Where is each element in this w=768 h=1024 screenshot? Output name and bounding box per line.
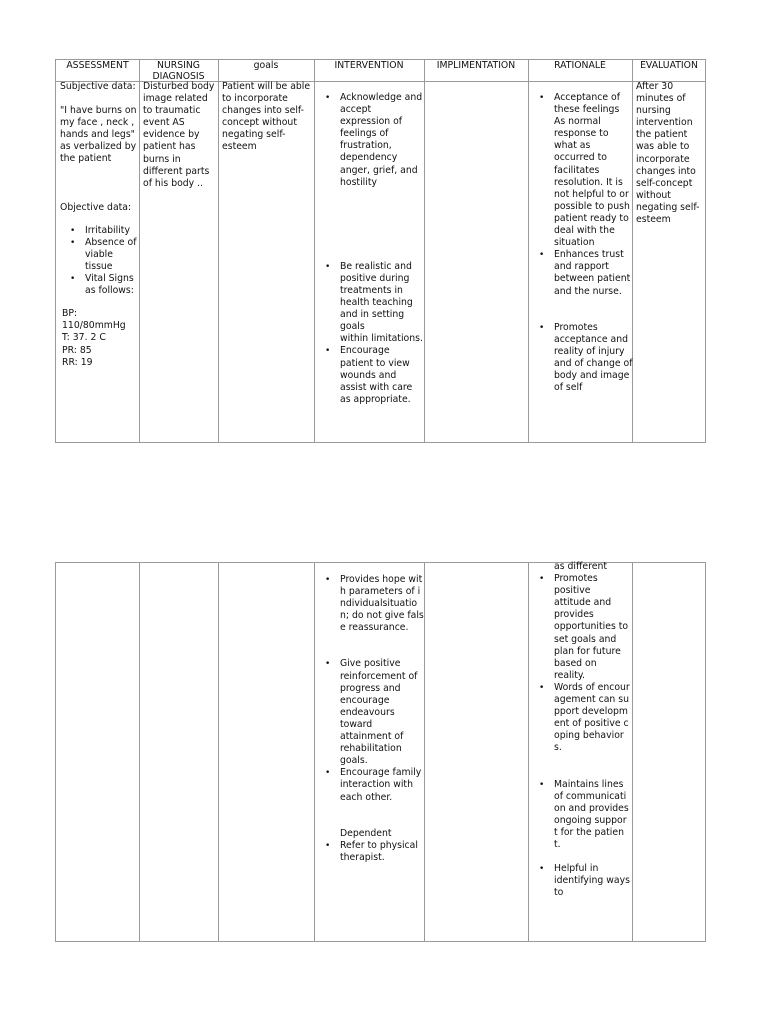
list-item: • Refer to physical therapist. xyxy=(318,840,424,864)
list-item: • Helpful in identifying ways to xyxy=(532,863,630,899)
column-divider xyxy=(632,563,633,941)
column-divider xyxy=(528,563,529,941)
rationale-cell xyxy=(532,561,630,899)
header-nursing-diagnosis: NURSING DIAGNOSIS xyxy=(152,60,205,82)
evaluation-cell: After 30 minutes of nursing intervention the patient was able to incorporate changes into self-concept without negating self-esteem xyxy=(636,81,700,226)
column-divider xyxy=(139,60,140,442)
goals-cell: Patient will be able to incorporate changes into self-concept without negating self-esteem xyxy=(222,81,311,153)
rationale-cell xyxy=(532,92,633,394)
subjective-text: "I have burns on my face , neck , hands and legs" as verbalized by the patient xyxy=(60,105,137,165)
nursing-diagnosis-cell: Disturbed body image related to traumatic event AS evidence by patient has burns in different parts of his body .. xyxy=(143,81,215,189)
list-item: • Acceptance of these feelings As normal response to what as occurred to facilitates resolution. It is not helpful to or possible to push patient ready to deal with the situation xyxy=(532,92,633,249)
rationale-continued: as different xyxy=(554,561,607,572)
dependent-list xyxy=(318,840,424,864)
intervention-list xyxy=(318,574,424,804)
column-divider xyxy=(218,60,219,442)
column-divider xyxy=(314,563,315,941)
column-divider xyxy=(314,60,315,442)
header-rationale: RATIONALE xyxy=(554,60,606,71)
header-intervention: INTERVENTION xyxy=(334,60,404,71)
list-item: • Promotes acceptance and reality of injury and of change of body and image of self xyxy=(532,322,633,395)
header-goals: goals xyxy=(253,60,279,71)
subjective-label: Subjective data: xyxy=(60,81,136,92)
objective-list xyxy=(63,225,138,298)
header-assessment: ASSESSMENT xyxy=(66,60,129,71)
list-item: • Provides hope with parameters of individualsituation; do not give false reassurance. xyxy=(318,574,424,634)
list-item: • Absence of viable tissue xyxy=(63,237,138,273)
rationale-list xyxy=(532,92,633,394)
column-divider xyxy=(218,563,219,941)
rationale-list xyxy=(532,573,630,899)
column-divider xyxy=(528,60,529,442)
list-item: • Vital Signs as follows: xyxy=(63,273,138,297)
list-item: • Be realistic and positive during treatments in health teaching and in setting goals within limitations. xyxy=(318,261,424,346)
intervention-cell xyxy=(318,574,424,864)
column-divider xyxy=(139,563,140,941)
list-item: • Encourage family interaction with each other. xyxy=(318,767,424,803)
vital-signs: BP: 110/80mmHg T: 37. 2 C PR: 85 RR: 19 xyxy=(62,308,126,368)
care-plan-table-page-2 xyxy=(55,562,706,942)
list-item: • Words of encouragement can support development of positive coping behaviors. xyxy=(532,682,630,755)
list-item: • Encourage patient to view wounds and assist with care as appropriate. xyxy=(318,345,424,405)
intervention-cell xyxy=(318,92,424,406)
list-item: • Acknowledge and accept expression of feelings of frustration, dependency anger, grief, and hostility xyxy=(318,92,424,189)
care-plan-table-page-1 xyxy=(55,59,706,443)
list-item: • Maintains lines of communication and provides ongoing support for the patient. xyxy=(532,779,630,852)
list-item: • Irritability xyxy=(63,225,138,237)
column-divider xyxy=(424,563,425,941)
list-item: • Give positive reinforcement of progress and encourage endeavours toward attainment of rehabilitation goals. xyxy=(318,658,424,767)
list-item: • Promotes positive attitude and provides opportunities to set goals and plan for future based on reality. xyxy=(532,573,630,682)
objective-label: Objective data: xyxy=(60,201,132,213)
dependent-label: Dependent xyxy=(340,827,392,839)
assessment-cell xyxy=(60,81,138,369)
list-item: • Enhances trust and rapport between patient and the nurse. xyxy=(532,249,633,297)
header-implimentation: IMPLIMENTATION xyxy=(436,60,516,71)
intervention-list xyxy=(318,92,424,406)
column-divider xyxy=(424,60,425,442)
header-evaluation: EVALUATION xyxy=(640,60,698,71)
